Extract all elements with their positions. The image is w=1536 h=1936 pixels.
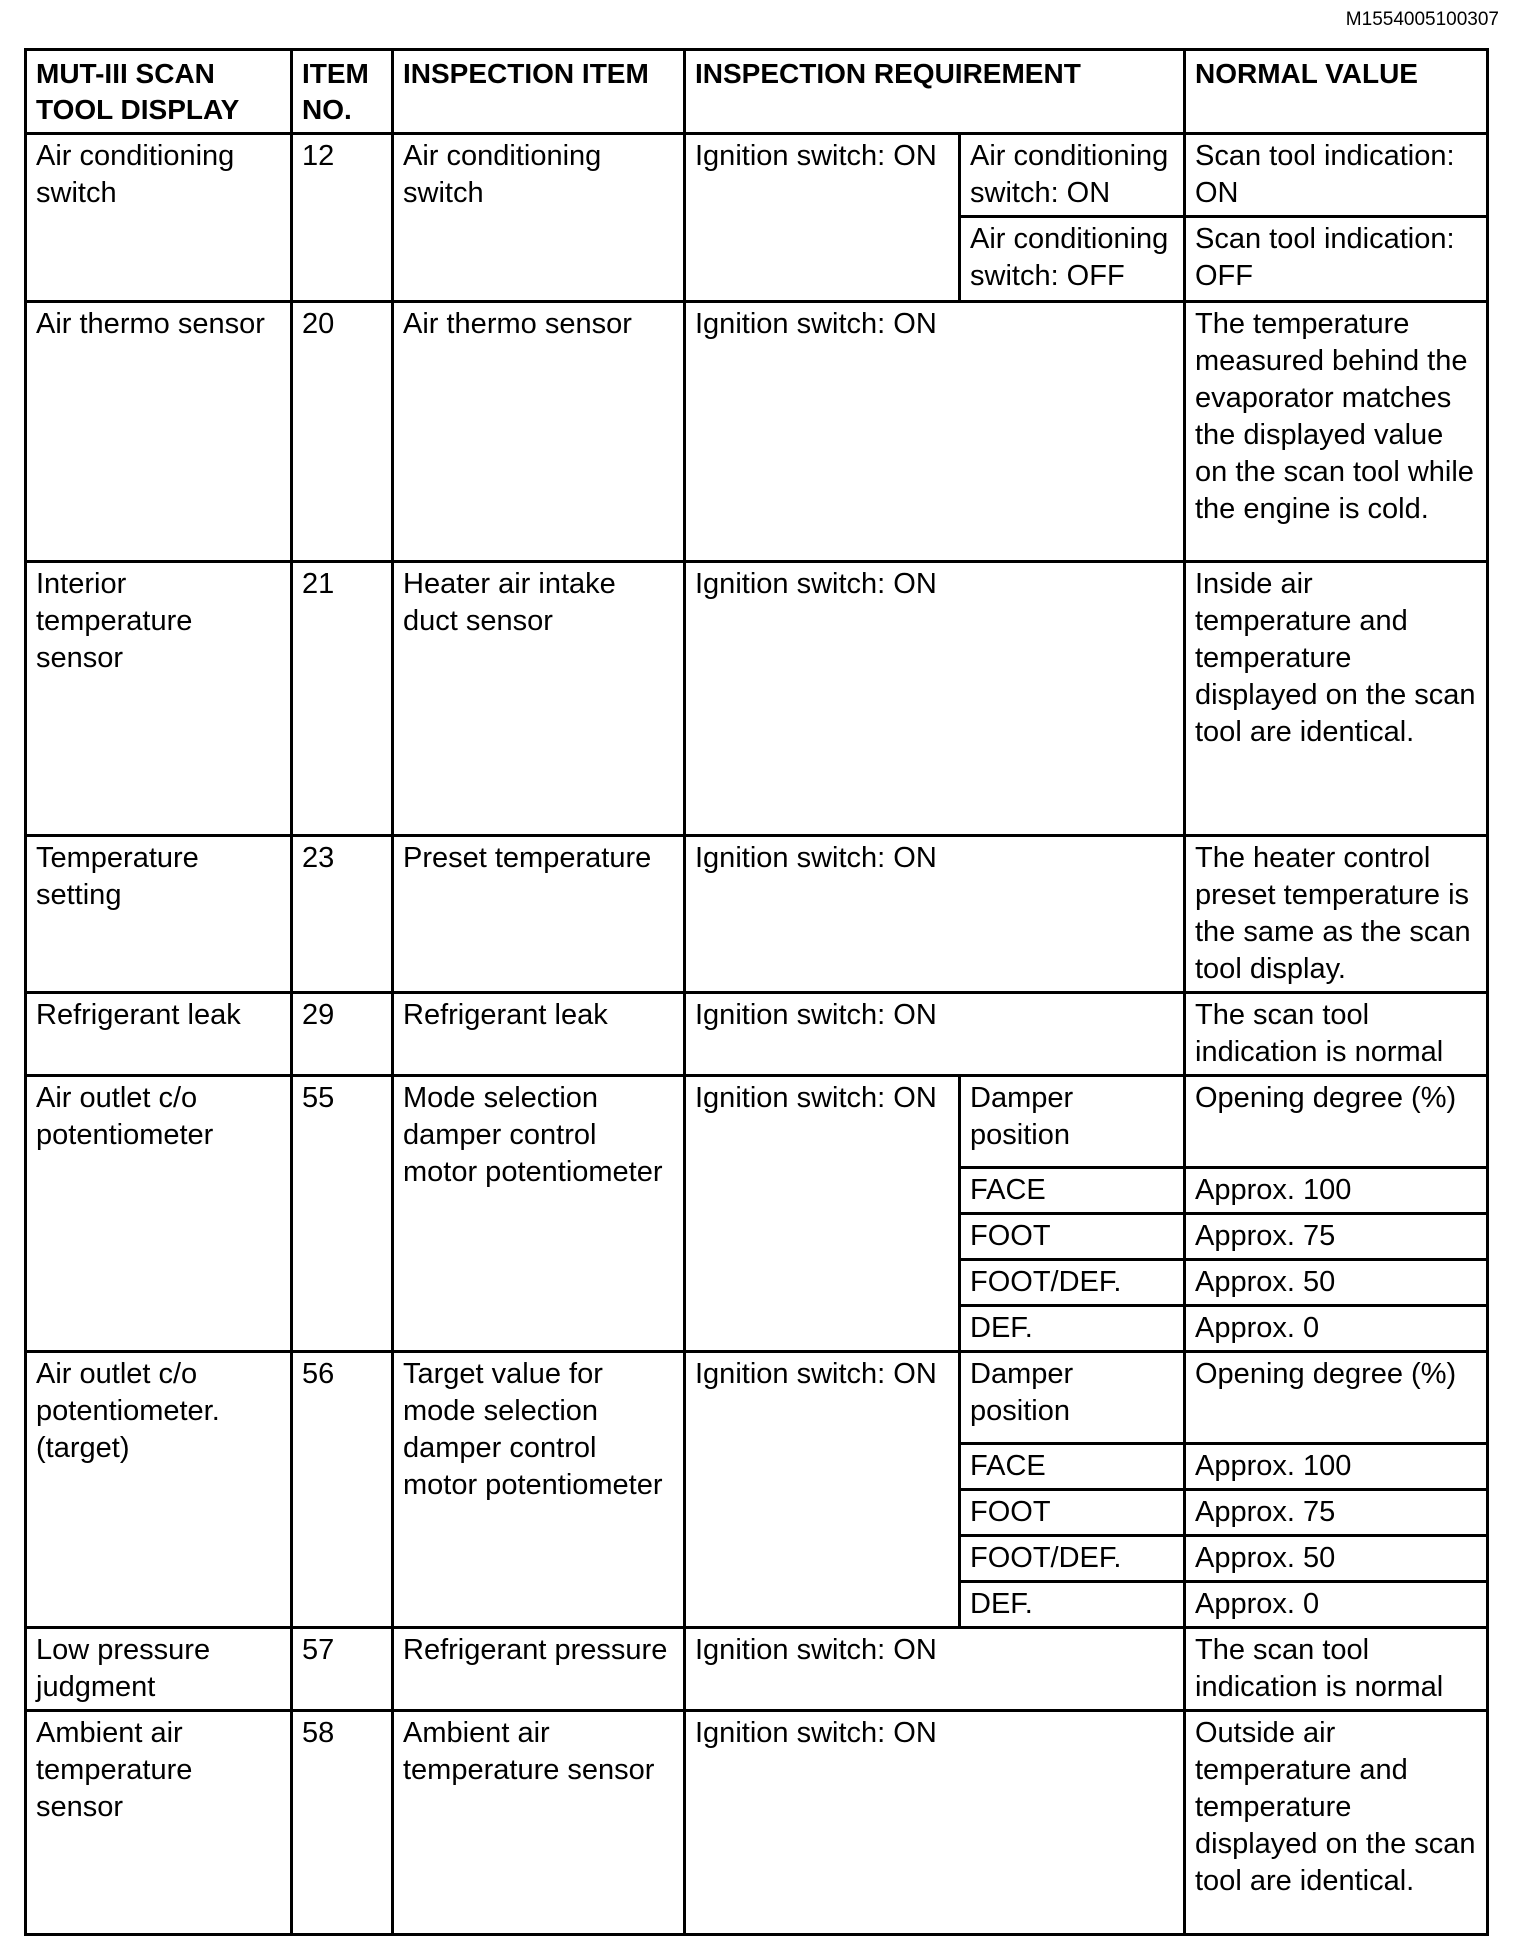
- cell-normal-value: The heater control preset temperature is the same as the scan tool display.: [1185, 836, 1488, 993]
- cell-requirement: Ignition switch: ON: [685, 1628, 1185, 1711]
- cell-inspection-item: Heater air intake duct sensor: [393, 562, 685, 836]
- cell-condition: FOOT/DEF.: [960, 1536, 1185, 1582]
- cell-requirement: Ignition switch: ON: [685, 993, 1185, 1076]
- cell-inspection-item: Refrigerant pressure: [393, 1628, 685, 1711]
- cell-condition: FACE: [960, 1444, 1185, 1490]
- cell-normal-value: Approx. 0: [1185, 1582, 1488, 1628]
- col-header-display: MUT-III SCAN TOOL DISPLAY: [26, 50, 292, 134]
- table-row: [26, 134, 1488, 217]
- cell-display: Air conditioning switch: [26, 134, 292, 302]
- cell-normal-value: Approx. 50: [1185, 1260, 1488, 1306]
- table-row: [26, 1628, 1488, 1711]
- table-row: [26, 836, 1488, 993]
- cell-normal-value: Opening degree (%): [1185, 1076, 1488, 1168]
- cell-display: Interior temperature sensor: [26, 562, 292, 836]
- cell-display: Temperature setting: [26, 836, 292, 993]
- cell-requirement: Ignition switch: ON: [685, 302, 1185, 562]
- cell-requirement: Ignition switch: ON: [685, 562, 1185, 836]
- cell-condition: FOOT/DEF.: [960, 1260, 1185, 1306]
- cell-condition: DEF.: [960, 1306, 1185, 1352]
- col-header-normal-value: NORMAL VALUE: [1185, 50, 1488, 134]
- cell-requirement: Ignition switch: ON: [685, 1076, 960, 1352]
- cell-normal-value: Scan tool indication: OFF: [1185, 217, 1488, 302]
- cell-condition: Damper position: [960, 1076, 1185, 1168]
- cell-item-no: 21: [292, 562, 393, 836]
- cell-inspection-item: Refrigerant leak: [393, 993, 685, 1076]
- cell-normal-value: The scan tool indication is normal: [1185, 1628, 1488, 1711]
- cell-normal-value: Approx. 50: [1185, 1536, 1488, 1582]
- cell-display: Air outlet c/o potentiometer: [26, 1076, 292, 1352]
- table-row: [26, 993, 1488, 1076]
- cell-normal-value: Approx. 0: [1185, 1306, 1488, 1352]
- cell-requirement: Ignition switch: ON: [685, 836, 1185, 993]
- cell-item-no: 12: [292, 134, 393, 302]
- cell-normal-value: Scan tool indication: ON: [1185, 134, 1488, 217]
- col-header-inspection-item: INSPECTION ITEM: [393, 50, 685, 134]
- cell-display: Air outlet c/o potentiometer. (target): [26, 1352, 292, 1628]
- table-row: [26, 562, 1488, 836]
- cell-condition: Air conditioning switch: OFF: [960, 217, 1185, 302]
- cell-requirement: Ignition switch: ON: [685, 1711, 1185, 1935]
- cell-condition: FOOT: [960, 1490, 1185, 1536]
- cell-inspection-item: Air conditioning switch: [393, 134, 685, 302]
- cell-item-no: 56: [292, 1352, 393, 1628]
- cell-display: Refrigerant leak: [26, 993, 292, 1076]
- cell-condition: FOOT: [960, 1214, 1185, 1260]
- cell-normal-value: Approx. 100: [1185, 1168, 1488, 1214]
- cell-item-no: 57: [292, 1628, 393, 1711]
- cell-inspection-item: Target value for mode selection damper control motor potentiometer: [393, 1352, 685, 1628]
- col-header-item-no: ITEM NO.: [292, 50, 393, 134]
- cell-inspection-item: Preset temperature: [393, 836, 685, 993]
- cell-item-no: 29: [292, 993, 393, 1076]
- cell-condition: DEF.: [960, 1582, 1185, 1628]
- cell-normal-value: The temperature measured behind the evaporator matches the displayed value on the scan tool while the engine is cold.: [1185, 302, 1488, 562]
- cell-item-no: 20: [292, 302, 393, 562]
- cell-requirement: Ignition switch: ON: [685, 134, 960, 302]
- cell-normal-value: Outside air temperature and temperature displayed on the scan tool are identical.: [1185, 1711, 1488, 1935]
- cell-item-no: 23: [292, 836, 393, 993]
- cell-inspection-item: Ambient air temperature sensor: [393, 1711, 685, 1935]
- cell-normal-value: Approx. 75: [1185, 1214, 1488, 1260]
- cell-inspection-item: Mode selection damper control motor potentiometer: [393, 1076, 685, 1352]
- cell-item-no: 58: [292, 1711, 393, 1935]
- cell-normal-value: Approx. 100: [1185, 1444, 1488, 1490]
- scan-tool-data-table: [24, 48, 1489, 1936]
- col-header-inspection-requirement: INSPECTION REQUIREMENT: [685, 50, 1185, 134]
- cell-inspection-item: Air thermo sensor: [393, 302, 685, 562]
- cell-requirement: Ignition switch: ON: [685, 1352, 960, 1628]
- cell-normal-value: Inside air temperature and temperature displayed on the scan tool are identical.: [1185, 562, 1488, 836]
- cell-normal-value: Opening degree (%): [1185, 1352, 1488, 1444]
- cell-item-no: 55: [292, 1076, 393, 1352]
- cell-condition: Air conditioning switch: ON: [960, 134, 1185, 217]
- document-id: M1554005100307: [1345, 9, 1499, 30]
- cell-display: Low pressure judgment: [26, 1628, 292, 1711]
- cell-normal-value: The scan tool indication is normal: [1185, 993, 1488, 1076]
- table-row: [26, 1352, 1488, 1444]
- cell-normal-value: Approx. 75: [1185, 1490, 1488, 1536]
- table-header-row: [26, 50, 1488, 134]
- cell-condition: FACE: [960, 1168, 1185, 1214]
- table-row: [26, 1711, 1488, 1935]
- table-row: [26, 302, 1488, 562]
- cell-display: Air thermo sensor: [26, 302, 292, 562]
- table-row: [26, 1076, 1488, 1168]
- cell-display: Ambient air temperature sensor: [26, 1711, 292, 1935]
- cell-condition: Damper position: [960, 1352, 1185, 1444]
